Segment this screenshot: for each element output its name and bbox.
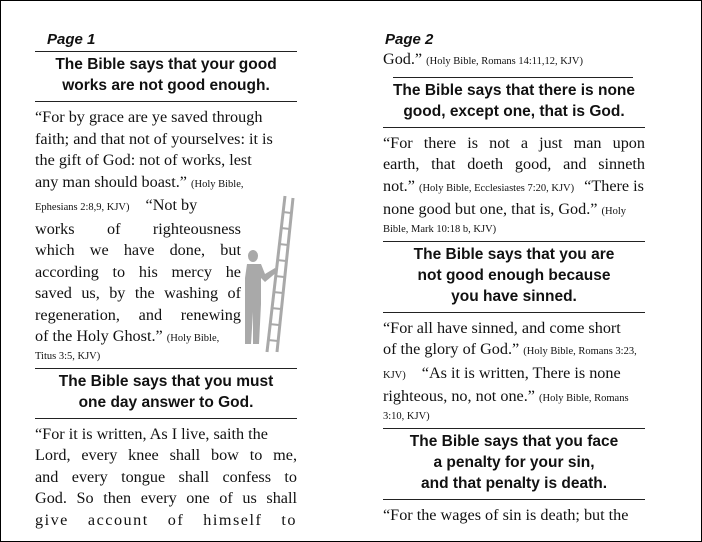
- page-2-passage-romans-6: “For the wages of sin is death; but the: [383, 505, 629, 524]
- page-1-heading-good-works: The Bible says that your good works are not good enough.: [55, 56, 277, 94]
- page-1-heading-answer-to-god: The Bible says that you must one day answer to God.: [58, 372, 274, 411]
- page-2: [383, 31, 645, 529]
- page-1-passage-ephesians-titus: “For by grace are ye saved through faith; and that not of yourselves: it is the gift of God: not of works, lest any man should boast.” (Holy Bible, Ephesians 2:8,9, KJV) “Not by works of righteousness which we have done, but according to his mercy he saved us, by the washing of regeneration, and renewing of the Holy Ghost.” (Holy Bible, Titus 3:5, KJV): [35, 102, 297, 366]
- man-climbing-ladder-illustration: [235, 194, 295, 354]
- page-2-passage-romans-3: “For all have sinned, and come short of the glory of God.” (Holy Bible, Romans 3:23, KJV) “As it is written, There is none righteous, no, not one.” (Holy Bible, Romans 3:10, KJV): [383, 318, 637, 422]
- page-2-label: Page 2: [385, 31, 434, 48]
- page-2-continuation: God.” (Holy Bible, Romans 14:11,12, KJV): [383, 50, 583, 68]
- page-2-passage-ecclesiastes-mark: “For there is not a just man upon earth, that doeth good, and sinneth not.” (Holy Bible, Ecclesiastes 7:20, KJV) “There is none good but one, that is, God.” (Holy Bible, Mark 10:18 b, KJV): [383, 133, 645, 235]
- page-2-heading-penalty: The Bible says that you face a penalty for your sin, and that penalty is death.: [409, 432, 619, 492]
- page-1-label: Page 1: [47, 31, 96, 48]
- page-1-passage-romans-14: “For it is written, As I live, saith the Lord, every knee shall bow to me, and every tongue shall confess to God. So then every one of us shall give account of himself to: [35, 424, 297, 529]
- page-1: [35, 31, 297, 534]
- page-2-heading-none-good: The Bible says that there is none good, except one, that is God.: [392, 81, 636, 120]
- page-2-heading-sinned: The Bible says that you are not good enough because you have sinned.: [413, 245, 615, 305]
